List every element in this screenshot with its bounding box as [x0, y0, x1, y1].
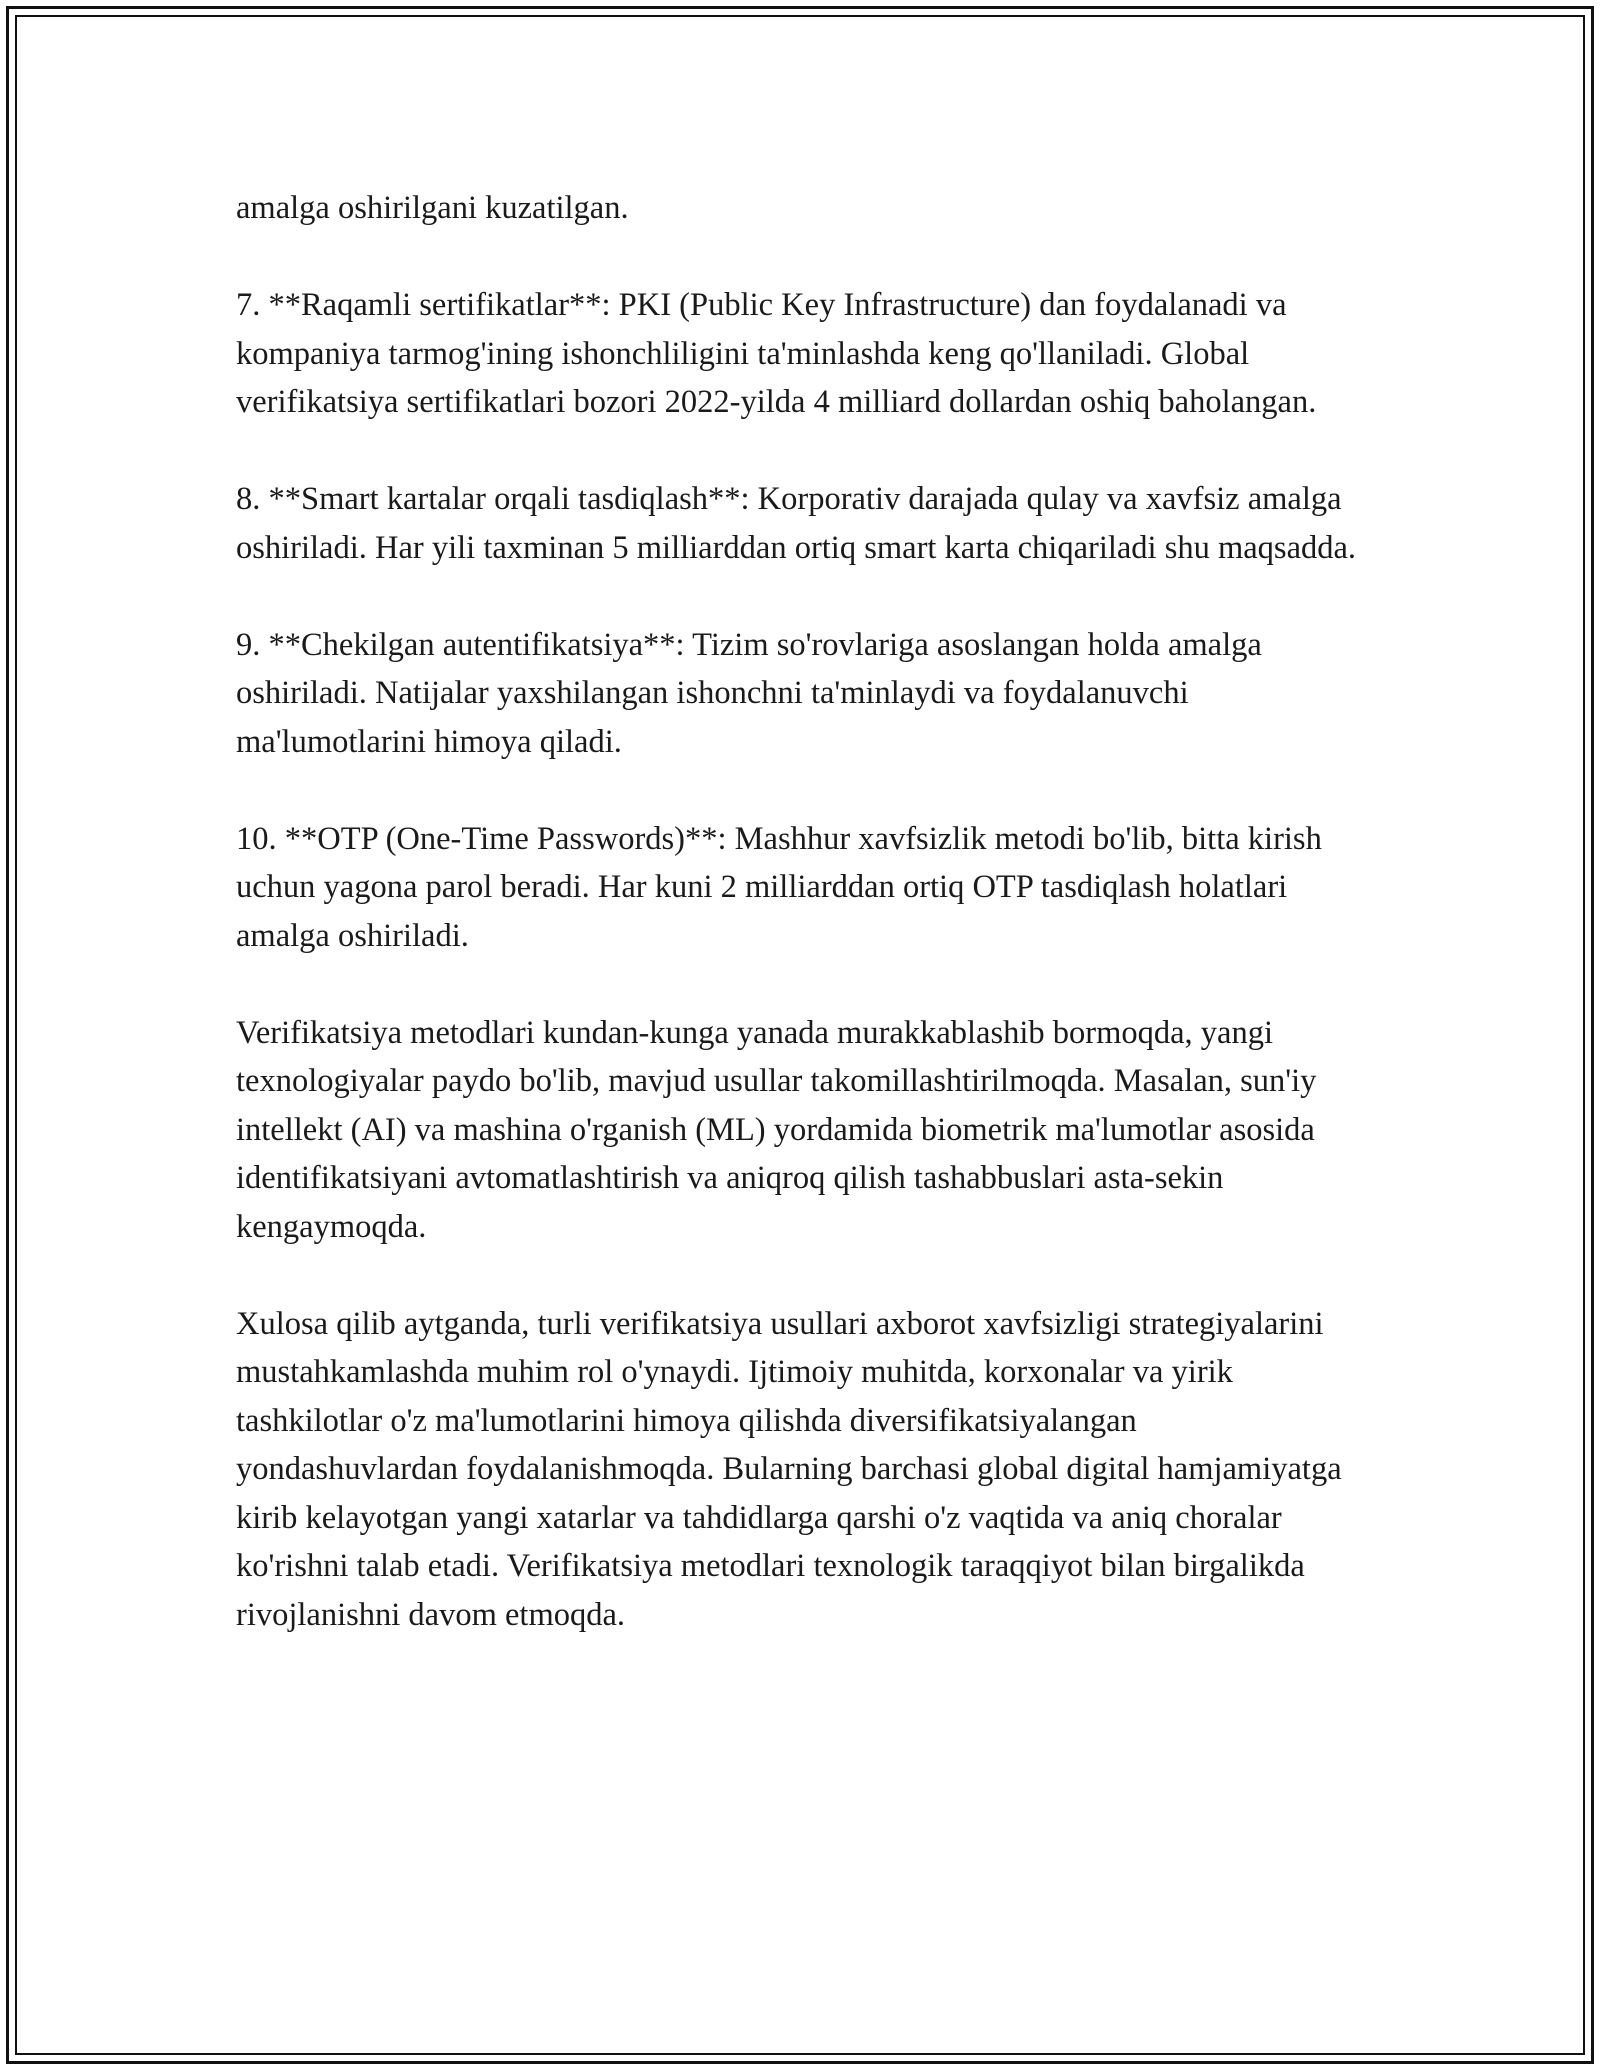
- paragraph-item-7-digital-certificates: 7. **Raqamli sertifikatlar**: PKI (Public Key Infrastructure) dan foydalanadi va kompaniya tarmog'ining ishonchliligini ta'minlashda keng qo'llaniladi. Global verifikatsiya sertifikatlari bozori 2022-yilda 4 milliard dollardan oshiq baholangan.: [236, 287, 1317, 420]
- paragraph-conclusion: Xulosa qilib aytganda, turli verifikatsiya usullari axborot xavfsizligi strategiyalarini mustahkamlashda muhim rol o'ynaydi. Ijtimoiy muhitda, korxonalar va yirik tashkilotlar o'z ma'lumotlarini himoya qilishda diversifikatsiyalangan yondashuvlardan foydalanishmoqda. Bularning barchasi global digital hamjamiyatga kirib kelayotgan yangi xatarlar va tahdidlarga qarshi o'z vaqtida va aniq choralar ko'rishni talab etadi. Verifikatsiya metodlari texnologik taraqqiyot bilan birgalikda rivojlanishni davom etmoqda.: [236, 1305, 1342, 1633]
- paragraph-item-8-smart-cards: 8. **Smart kartalar orqali tasdiqlash**: Korporativ darajada qulay va xavfsiz amalga oshiriladi. Har yili taxminan 5 milliarddan ortiq smart karta chiqariladi shu maqsadda.: [236, 481, 1357, 566]
- document-body: [236, 184, 1366, 1688]
- paragraph-methods-evolution: Verifikatsiya metodlari kundan-kunga yanada murakkablashib bormoqda, yangi texnologiyalar paydo bo'lib, mavjud usullar takomillashtirilmoqda. Masalan, sun'iy intellekt (AI) va mashina o'rganish (ML) yordamida biometrik ma'lumotlar asosida identifikatsiyani avtomatlashtirish va aniqroq qilish tashabbuslari asta-sekin kengaymoqda.: [236, 1014, 1317, 1245]
- paragraph-continuation: amalga oshirilgani kuzatilgan.: [236, 190, 629, 226]
- paragraph-item-9-restricted-authentication: 9. **Chekilgan autentifikatsiya**: Tizim so'rovlariga asoslangan holda amalga oshiriladi. Natijalar yaxshilangan ishonchni ta'minlaydi va foydalanuvchi ma'lumotlarini himoya qiladi.: [236, 626, 1262, 760]
- paragraph-item-10-otp: 10. **OTP (One-Time Passwords)**: Mashhur xavfsizlik metodi bo'lib, bitta kirish uchun yagona parol beradi. Har kuni 2 milliarddan ortiq OTP tasdiqlash holatlari amalga oshiriladi.: [236, 820, 1322, 954]
